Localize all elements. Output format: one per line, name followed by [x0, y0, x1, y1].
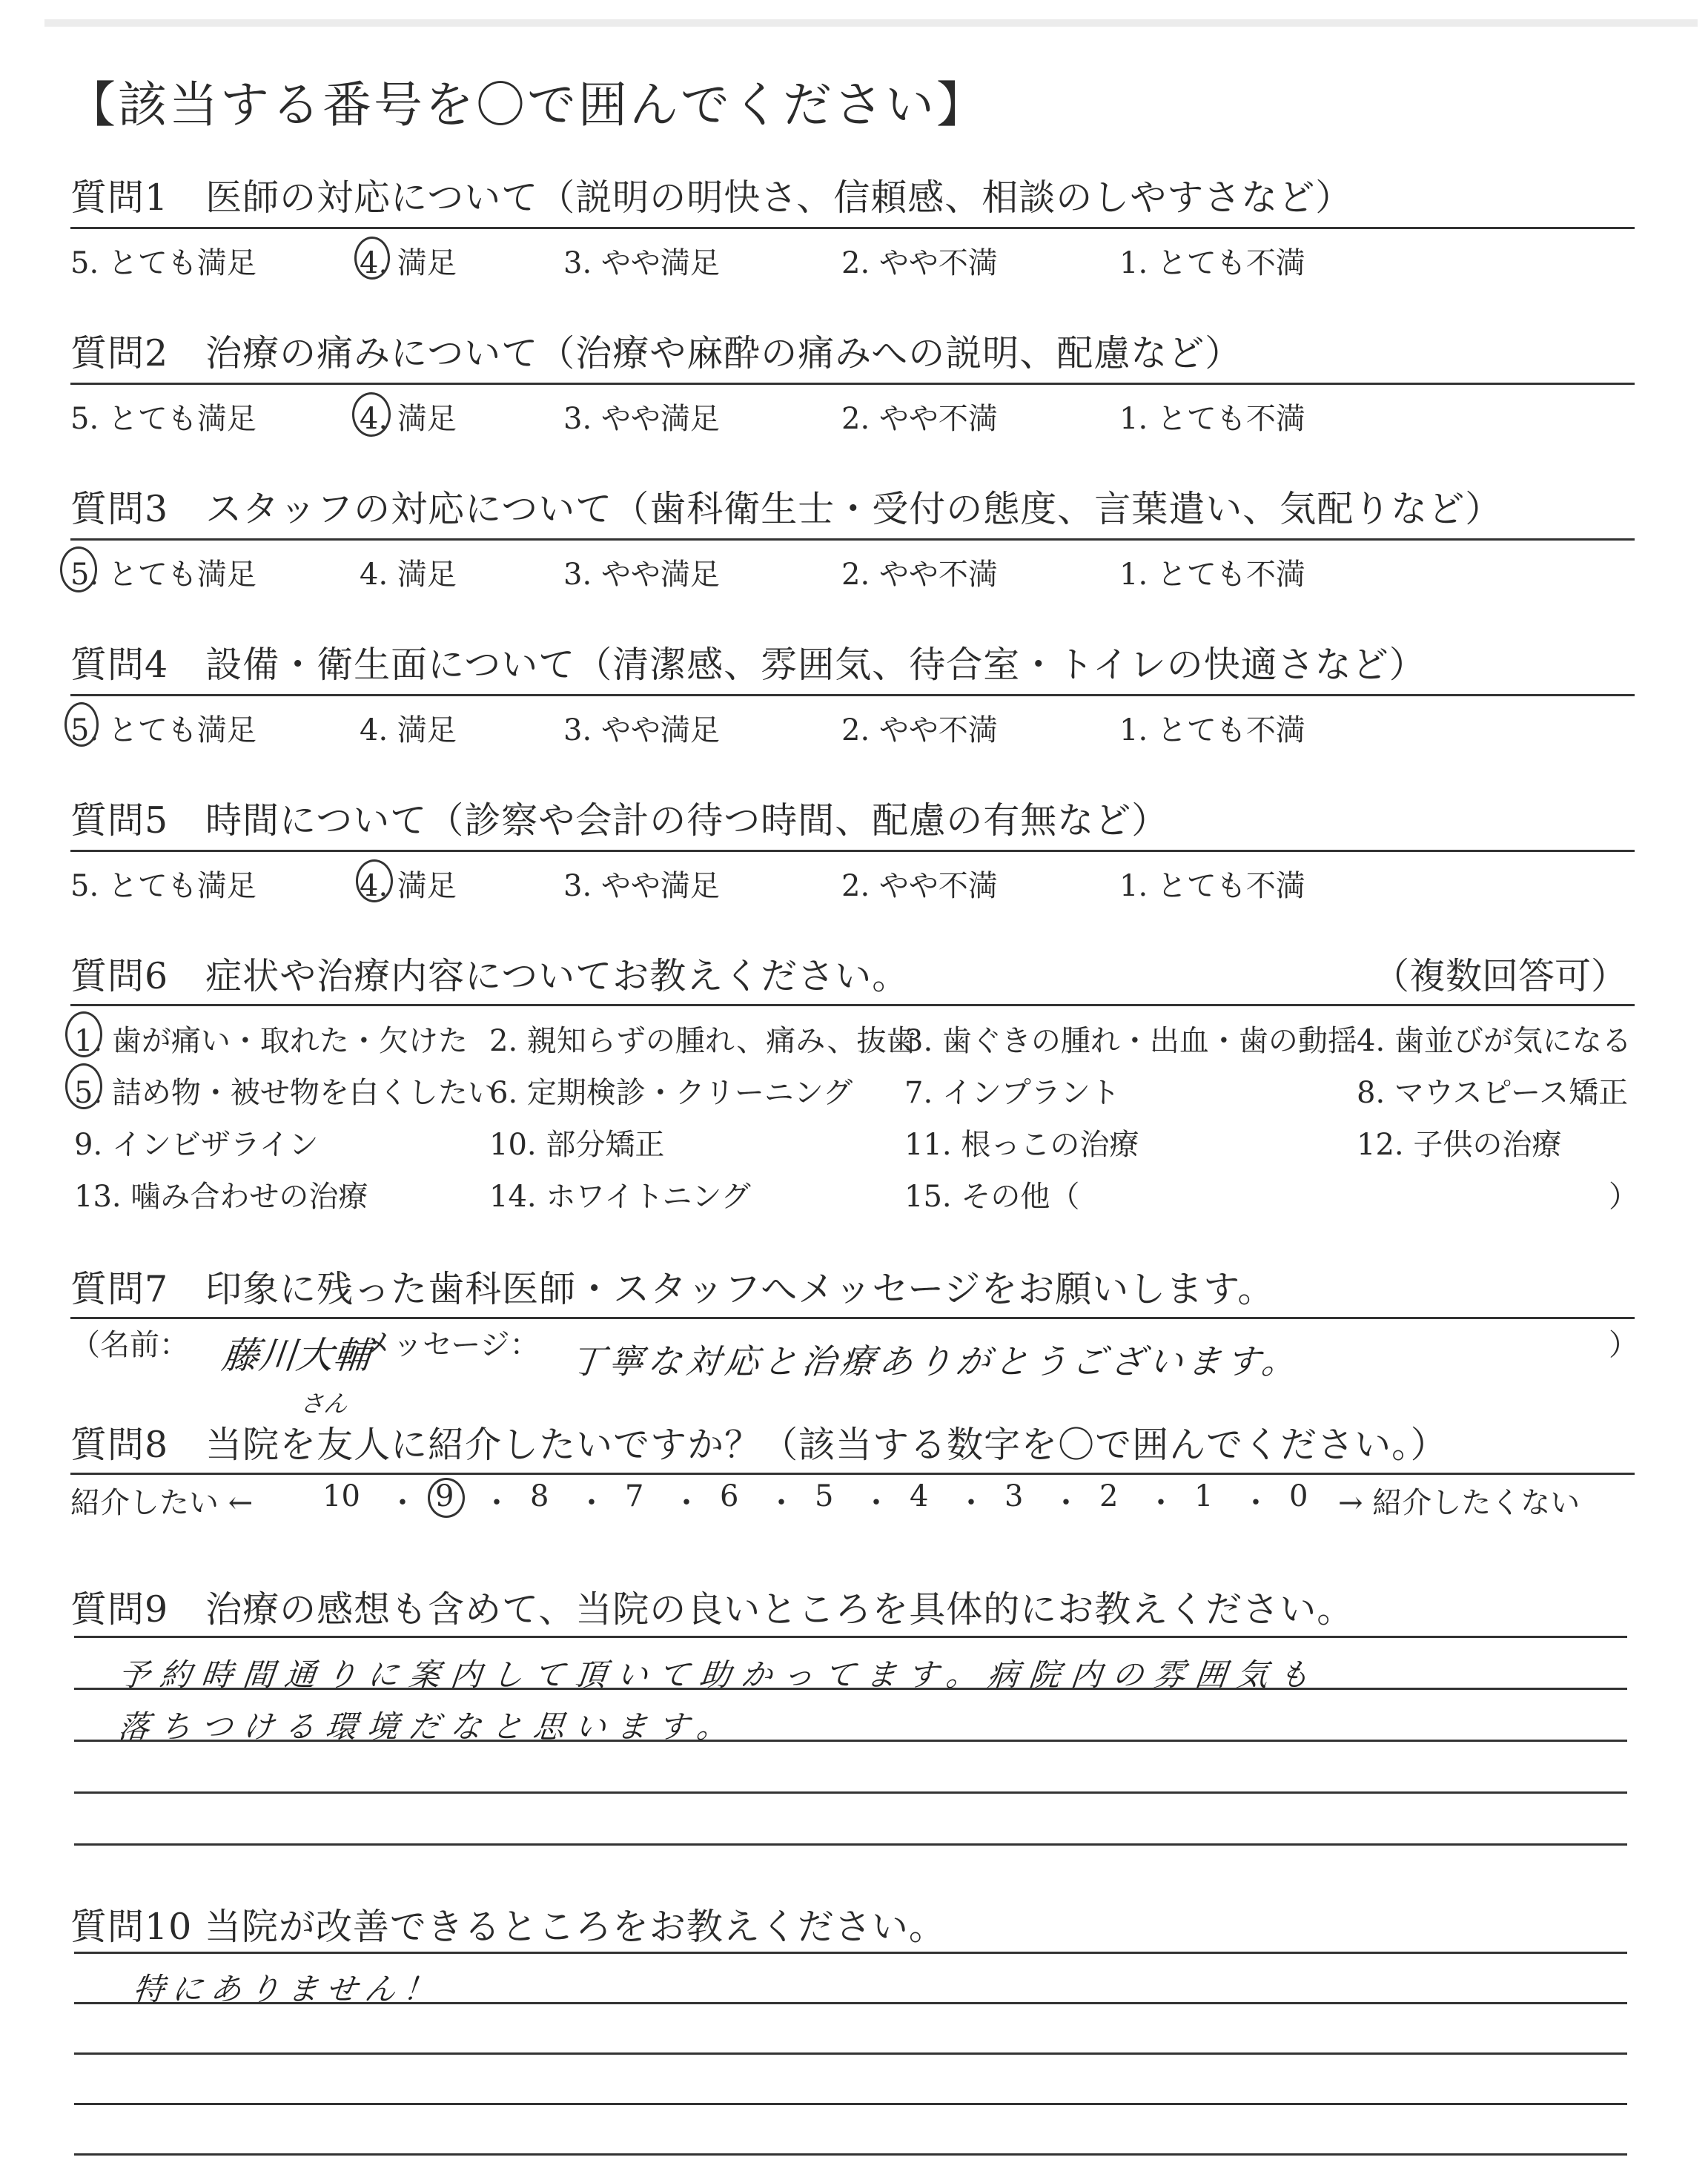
scale-8[interactable]: 8: [530, 1479, 549, 1513]
q2-option-2[interactable]: 2. やや不満: [841, 402, 998, 436]
question-3-title: 質問3 スタッフの対応について（歯科衛生士・受付の態度、言葉遣い、気配りなど）: [70, 488, 1503, 530]
q1-option-2[interactable]: 2. やや不満: [841, 246, 998, 280]
q6-item-5[interactable]: 5. 詰め物・被せ物を白くしたい: [74, 1076, 497, 1110]
q6-item-13[interactable]: 13. 噛み合わせの治療: [74, 1180, 368, 1214]
q6-item-14[interactable]: 14. ホワイトニング: [489, 1180, 751, 1214]
answer-circle-q2: [352, 392, 391, 437]
q5-option-4[interactable]: 4. 満足: [360, 869, 457, 903]
q5-option-3[interactable]: 3. やや満足: [563, 869, 720, 903]
q10-answer[interactable]: 特にありません！: [131, 1971, 444, 2007]
scale-sep: ・: [767, 1486, 796, 1520]
san-handwritten: さん: [298, 1390, 349, 1418]
scale-2[interactable]: 2: [1099, 1479, 1119, 1513]
q5-option-5[interactable]: 5. とても満足: [70, 869, 256, 903]
question-6-rule: [70, 1004, 1635, 1006]
question-6: [70, 948, 1627, 1000]
message-close-paren: ）: [1609, 1328, 1638, 1362]
q6-item-15[interactable]: 15. その他（: [904, 1180, 1080, 1214]
name-label: （名前：: [70, 1328, 189, 1362]
q6-item-3[interactable]: 3. 歯ぐきの腫れ・出血・歯の動揺: [904, 1024, 1357, 1058]
q4-option-4[interactable]: 4. 満足: [360, 713, 457, 747]
answer-circle-q4: [64, 702, 99, 747]
q6-item-6[interactable]: 6. 定期検診・クリーニング: [489, 1076, 853, 1110]
scale-sep: ・: [956, 1486, 986, 1520]
question-5: [70, 792, 1627, 903]
question-9: [70, 1581, 1627, 1633]
q3-option-2[interactable]: 2. やや不満: [841, 558, 998, 592]
q5-option-1[interactable]: 1. とても不満: [1119, 869, 1305, 903]
q3-option-3[interactable]: 3. やや満足: [563, 558, 720, 592]
q6-item-9[interactable]: 9. インビザライン: [74, 1128, 319, 1162]
page-title: 【該当する番号を〇で囲んでください】: [67, 76, 987, 133]
q10-line-4: [74, 2103, 1627, 2105]
question-7-title: 質問7 印象に残った歯科医師・スタッフへメッセージをお願いします。: [70, 1268, 1275, 1310]
q6-item-1[interactable]: 1. 歯が痛い・取れた・欠けた: [74, 1024, 468, 1058]
scale-3[interactable]: 3: [1004, 1479, 1024, 1513]
question-4-rule: [70, 694, 1635, 696]
q3-option-4[interactable]: 4. 満足: [360, 558, 457, 592]
q4-option-2[interactable]: 2. やや不満: [841, 713, 998, 747]
scan-top-edge: [44, 19, 1698, 27]
q1-option-3[interactable]: 3. やや満足: [563, 246, 720, 280]
scale-sep: ・: [861, 1486, 891, 1520]
q2-option-5[interactable]: 5. とても満足: [70, 402, 256, 436]
question-6-title: 質問6 症状や治療内容についてお教えください。: [70, 955, 910, 997]
question-7: [70, 1261, 1627, 1312]
q3-option-5[interactable]: 5. とても満足: [70, 558, 256, 592]
q10-line-1: [74, 1952, 1627, 1954]
answer-circle-q6-5: [65, 1063, 102, 1109]
question-1-title: 質問1 医師の対応について（説明の明快さ、信頼感、相談のしやすさなど）: [70, 176, 1353, 219]
scale-right-label: → 紹介したくない: [1338, 1486, 1580, 1520]
q5-option-2[interactable]: 2. やや不満: [841, 869, 998, 903]
scale-0[interactable]: 0: [1289, 1479, 1308, 1513]
answer-circle-q1: [354, 237, 390, 280]
q4-option-5[interactable]: 5. とても満足: [70, 713, 256, 747]
answer-circle-q3: [60, 546, 97, 592]
question-5-title: 質問5 時間について（診察や会計の待つ時間、配慮の有無など）: [70, 799, 1169, 842]
q6-item-8[interactable]: 8. マウスピース矯正: [1357, 1076, 1629, 1110]
scale-9[interactable]: 9: [435, 1479, 454, 1513]
answer-circle-q6-1: [65, 1011, 102, 1057]
question-8: [70, 1416, 1627, 1468]
scale-6[interactable]: 6: [720, 1479, 739, 1513]
question-1: [70, 169, 1627, 280]
q4-option-1[interactable]: 1. とても不満: [1119, 713, 1305, 747]
scale-sep: ・: [577, 1486, 606, 1520]
question-7-rule: [70, 1317, 1635, 1319]
message-label: メッセージ：: [363, 1328, 540, 1362]
question-2-title: 質問2 治療の痛みについて（治療や麻酔の痛みへの説明、配慮など）: [70, 332, 1242, 374]
question-3-rule: [70, 538, 1635, 541]
q6-item-2[interactable]: 2. 親知らずの腫れ、痛み、抜歯: [489, 1024, 916, 1058]
q1-option-4[interactable]: 4. 満足: [360, 246, 457, 280]
scale-sep: ・: [1051, 1486, 1081, 1520]
staff-name-handwritten[interactable]: 藤川大輔: [219, 1334, 373, 1377]
message-handwritten[interactable]: 丁寧な対応と治療ありがとうございます。: [568, 1341, 1302, 1381]
question-10: [70, 1898, 1627, 1950]
question-9-title: 質問9 治療の感想も含めて、当院の良いところを具体的にお教えください。: [70, 1588, 1354, 1631]
scale-sep: ・: [1241, 1486, 1271, 1520]
question-2: [70, 325, 1627, 436]
q4-option-3[interactable]: 3. やや満足: [563, 713, 720, 747]
multiple-answer-note: （複数回答可）: [1372, 955, 1627, 997]
question-1-rule: [70, 227, 1635, 229]
question-4-title: 質問4 設備・衛生面について（清潔感、雰囲気、待合室・トイレの快適さなど）: [70, 644, 1426, 686]
scale-sep: ・: [672, 1486, 701, 1520]
q6-item-7[interactable]: 7. インプラント: [904, 1076, 1120, 1110]
answer-circle-q8: [428, 1478, 465, 1518]
q6-item-4[interactable]: 4. 歯並びが気になる: [1357, 1024, 1632, 1058]
question-2-rule: [70, 383, 1635, 385]
scale-sep: ・: [1146, 1486, 1176, 1520]
q9-line-5: [74, 1843, 1627, 1846]
scale-sep: ・: [388, 1486, 417, 1520]
q2-option-1[interactable]: 1. とても不満: [1119, 402, 1305, 436]
question-3: [70, 480, 1627, 592]
q6-item-10[interactable]: 10. 部分矯正: [489, 1128, 665, 1162]
q1-option-5[interactable]: 5. とても満足: [70, 246, 256, 280]
question-8-title: 質問8 当院を友人に紹介したいですか？（該当する数字を〇で囲んでください。）: [70, 1424, 1448, 1466]
q6-item-12[interactable]: 12. 子供の治療: [1357, 1128, 1562, 1162]
q6-item-11[interactable]: 11. 根っこの治療: [904, 1128, 1139, 1162]
scale-4[interactable]: 4: [910, 1479, 929, 1513]
question-10-title: 質問10 当院が改善できるところをお教えください。: [70, 1906, 946, 1948]
q1-option-1[interactable]: 1. とても不満: [1119, 246, 1305, 280]
answer-circle-q5: [356, 859, 393, 902]
scale-10[interactable]: 10: [322, 1479, 360, 1513]
question-5-rule: [70, 850, 1635, 852]
q9-answer-line-1[interactable]: 予約時間通りに案内して頂いて助かってます。病院内の雰囲気も: [116, 1657, 1322, 1693]
q6-other-close: ）: [1609, 1180, 1638, 1214]
q9-line-4: [74, 1791, 1627, 1794]
q10-line-3: [74, 2052, 1627, 2055]
q3-option-1[interactable]: 1. とても不満: [1119, 558, 1305, 592]
scale-sep: ・: [482, 1486, 512, 1520]
scale-5[interactable]: 5: [815, 1479, 834, 1513]
q9-line-1: [74, 1636, 1627, 1638]
scale-1[interactable]: 1: [1194, 1479, 1214, 1513]
q9-answer-line-2[interactable]: 落ちつける環境だなと思います。: [116, 1708, 741, 1745]
q2-option-4[interactable]: 4. 満足: [360, 402, 457, 436]
question-8-rule: [70, 1473, 1635, 1475]
q10-line-5: [74, 2153, 1627, 2156]
scale-left-label: 紹介したい ←: [70, 1486, 254, 1520]
question-4: [70, 636, 1627, 747]
q2-option-3[interactable]: 3. やや満足: [563, 402, 720, 436]
scale-7[interactable]: 7: [625, 1479, 644, 1513]
